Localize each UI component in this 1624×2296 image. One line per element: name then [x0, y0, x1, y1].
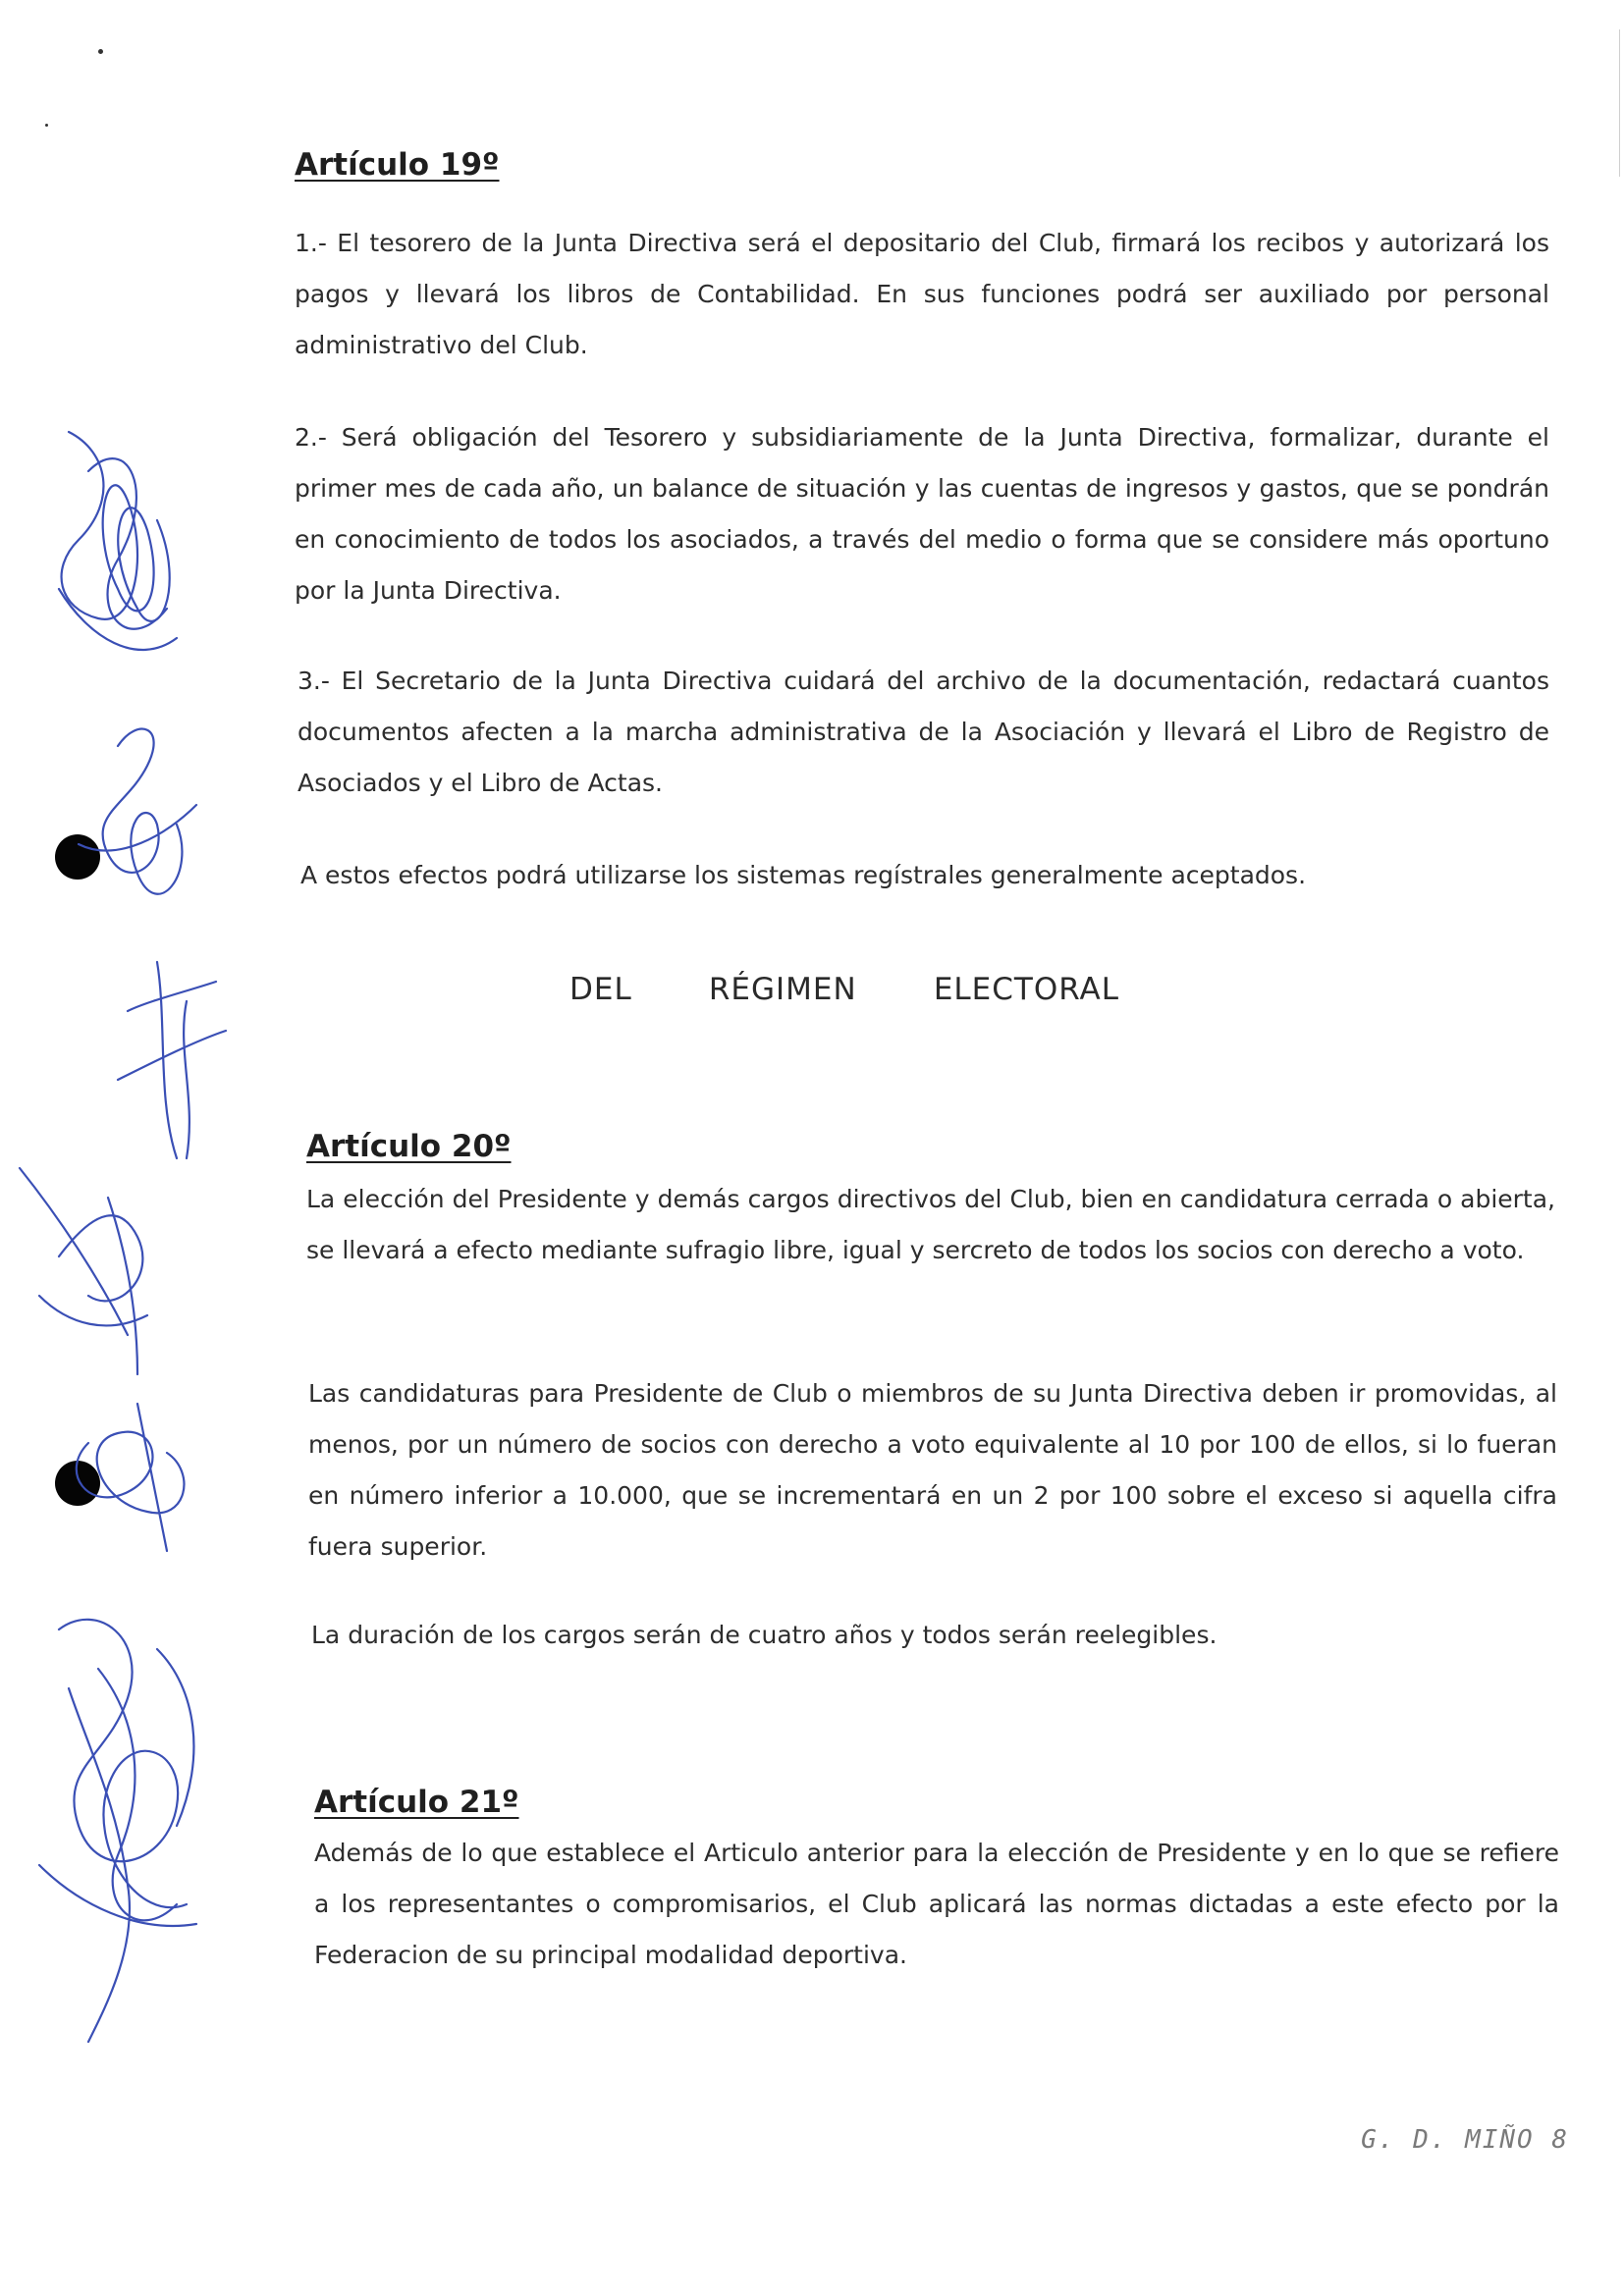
signature-4 [20, 1168, 147, 1374]
section-title-regimen-electoral [569, 972, 1119, 1007]
scan-edge-line [1619, 29, 1620, 177]
article-21-paragraph-1: Además de lo que establece el Articulo anterior para la elección de Presidente y en lo que se refiere a los representantes o compromisarios, el Club aplicará las normas dictadas a este efecto por la Federacion de su principal modalidad deportiva. [314, 1839, 1559, 1969]
margin-signatures [0, 412, 236, 2061]
article-19-paragraph-4: A estos efectos podrá utilizarse los sistemas regístrales generalmente aceptados. [300, 861, 1307, 889]
section-title-word: RÉGIMEN [708, 972, 857, 1007]
signature-6 [39, 1620, 196, 2042]
article-19-paragraph-1: 1.- El tesorero de la Junta Directiva será el depositario del Club, firmará los recibos y autorizará los pagos y llevará los libros de Contabilidad. En sus funciones podrá ser auxiliado por personal administrativo del Club. [295, 229, 1549, 359]
scan-speck [45, 124, 48, 127]
section-title-word: DEL [569, 972, 632, 1007]
article-21-heading: Artículo 21º [314, 1785, 519, 1820]
signature-3 [118, 962, 226, 1158]
section-title-word: ELECTORAL [933, 972, 1119, 1007]
article-20-paragraph-1: La elección del Presidente y demás cargos directivos del Club, bien en candidatura cerrada o abierta, se llevará a efecto mediante sufragio libre, igual y sercreto de todos los socios con derecho a voto. [306, 1185, 1555, 1264]
article-19-paragraph-3: 3.- El Secretario de la Junta Directiva cuidará del archivo de la documentación, redactará cuantos documentos afecten a la marcha administrativa de la Asociación y llevará el Libro de Registro de Asociados y el Libro de Actas. [298, 667, 1549, 797]
article-20-paragraph-3: La duración de los cargos serán de cuatro años y todos serán reelegibles. [311, 1621, 1218, 1649]
article-19-paragraph-2: 2.- Será obligación del Tesorero y subsidiariamente de la Junta Directiva, formalizar, durante el primer mes de cada año, un balance de situación y las cuentas de ingresos y gastos, que se pondrán en conocimiento de todos los asociados, a través del medio o forma que se considere más oportuno por la Junta Directiva. [295, 423, 1549, 605]
article-19-heading: Artículo 19º [295, 147, 500, 183]
scan-speck [98, 49, 103, 54]
page-footer-stamp: G. D. MIÑO 8 [1361, 2125, 1569, 2155]
signature-2 [79, 729, 196, 894]
article-20-heading: Artículo 20º [306, 1129, 512, 1164]
signature-5 [77, 1404, 185, 1551]
article-20-paragraph-2: Las candidaturas para Presidente de Club o miembros de su Junta Directiva deben ir promovidas, al menos, por un número de socios con derecho a voto equivalente al 10 por 100 de ellos, si lo fueran en número inferior a 10.000, que se incrementará en un 2 por 100 sobre el exceso si aquella cifra fuera superior. [308, 1379, 1557, 1561]
